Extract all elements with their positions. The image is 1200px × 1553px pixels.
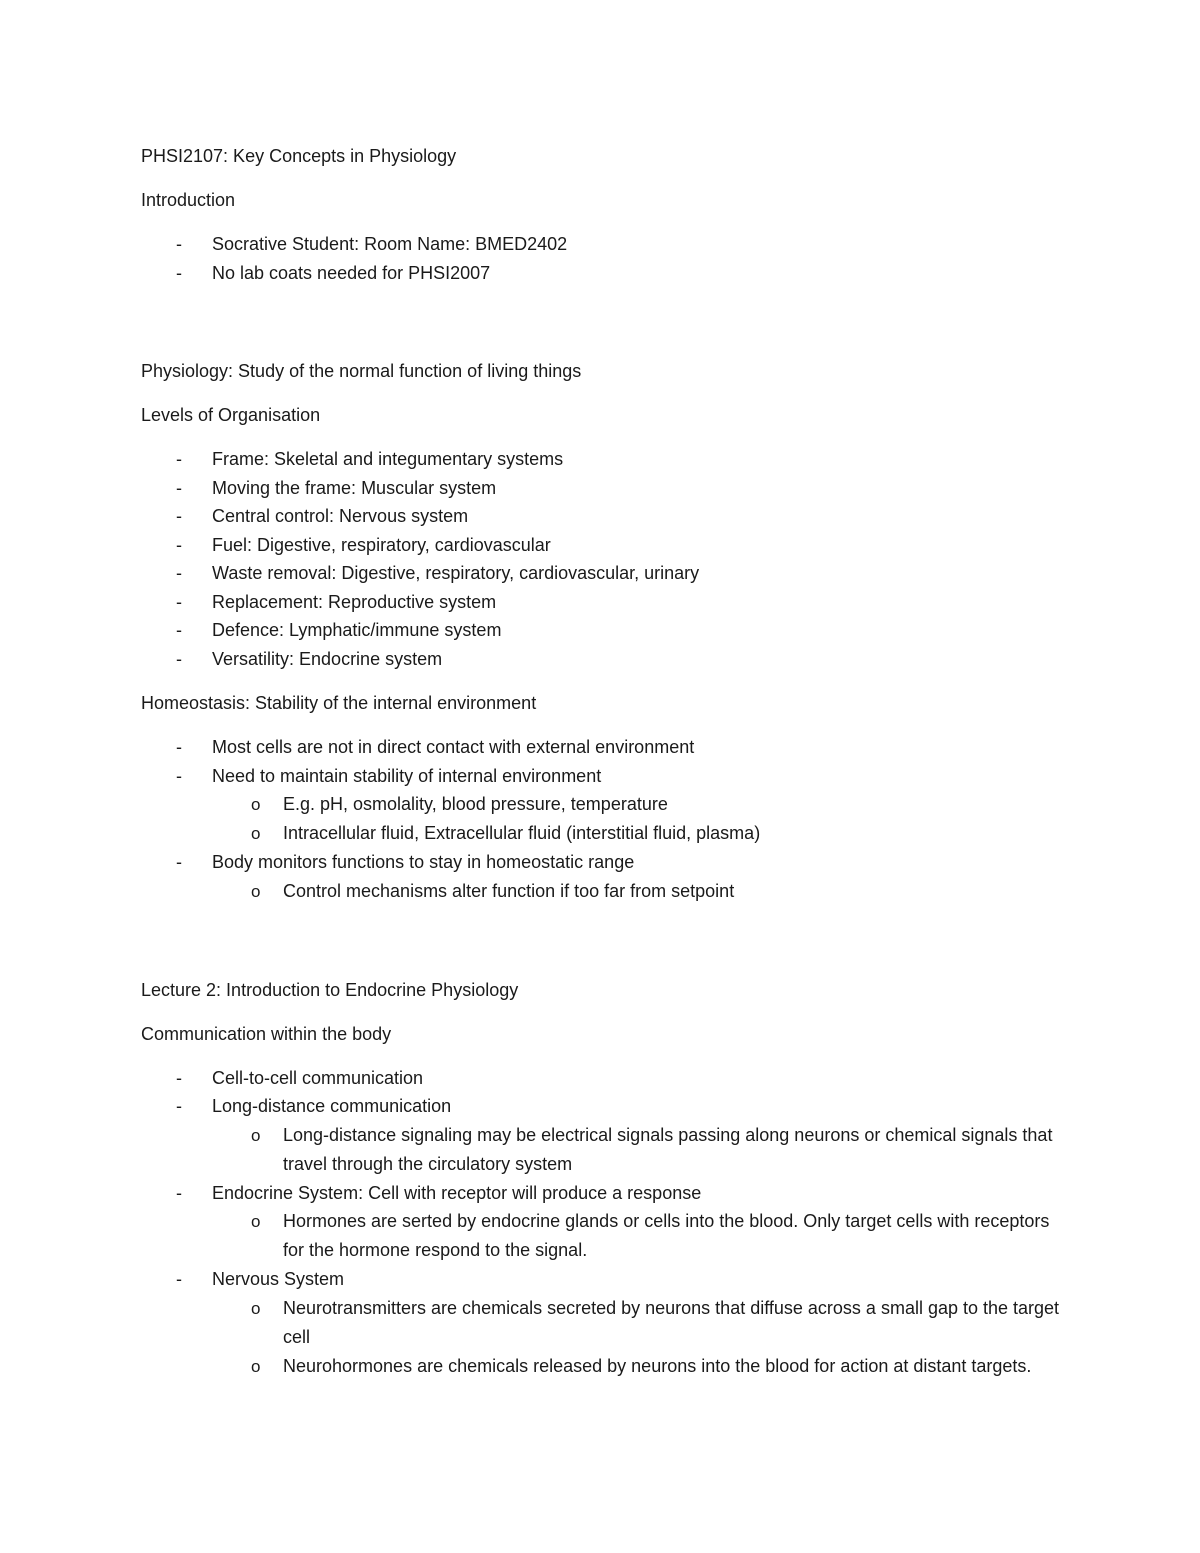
list-item (141, 445, 1061, 474)
list-item-text: Socrative Student: Room Name: BMED2402 (212, 234, 568, 254)
physiology-definition: Physiology: Study of the normal function of living things (141, 361, 582, 381)
sub-list-item-text: Intracellular fluid, Extracellular fluid (interstitial fluid, plasma) (283, 823, 761, 843)
sub-list-item-text: Control mechanisms alter function if too far from setpoint (283, 880, 735, 901)
list-item (141, 616, 1061, 645)
circle-marker: o (251, 1356, 261, 1376)
sub-list-item-text: Neurotransmitters are chemicals secreted by neurons that diffuse across a small gap to the target cell (283, 1297, 1060, 1347)
circle-marker: o (251, 795, 261, 814)
sub-list-item (141, 819, 1061, 848)
circle-marker: o (251, 881, 261, 901)
circle-marker: o (251, 824, 261, 843)
blank-line (141, 922, 1061, 976)
dash-marker: - (176, 234, 182, 254)
sub-list-item (141, 1121, 1061, 1179)
communication-list (141, 1064, 1061, 1381)
dash-marker: - (176, 1269, 182, 1289)
list-item-text: No lab coats needed for PHSI2007 (212, 262, 491, 283)
list-item-text: Fuel: Digestive, respiratory, cardiovascular (212, 534, 551, 555)
circle-marker: o (251, 1125, 261, 1145)
levels-list (141, 445, 1061, 673)
list-item (141, 559, 1061, 588)
dash-marker: - (176, 765, 182, 786)
list-item-text: Moving the frame: Muscular system (212, 477, 497, 498)
document-title: PHSI2107: Key Concepts in Physiology (141, 146, 457, 166)
sub-list-item (141, 1294, 1061, 1352)
list-item (141, 1064, 1061, 1093)
list-item-text: Frame: Skeletal and integumentary systems (212, 449, 564, 469)
list-item (141, 474, 1061, 503)
dash-marker: - (176, 591, 182, 612)
heading-communication: Communication within the body (141, 1023, 392, 1044)
dash-marker: - (176, 506, 182, 526)
dash-marker: - (176, 1096, 182, 1116)
dash-marker: - (176, 449, 182, 469)
dash-marker: - (176, 620, 182, 640)
list-item-text: Cell-to-cell communication (212, 1067, 424, 1088)
list-item-text: Central control: Nervous system (212, 506, 469, 526)
heading-levels-of-organisation: Levels of Organisation (141, 405, 321, 425)
sub-list-item-text: Long-distance signaling may be electrical signals passing along neurons or chemical signals that travel through the circulatory system (283, 1124, 1053, 1174)
list-item-text: Replacement: Reproductive system (212, 591, 497, 612)
dash-marker: - (176, 563, 182, 583)
sub-list-item-text: Neurohormones are chemicals released by neurons into the blood for action at distant targets. (283, 1355, 1032, 1376)
intro-list (141, 230, 1061, 287)
dash-marker: - (176, 1067, 182, 1088)
heading-lecture-2: Lecture 2: Introduction to Endocrine Physiology (141, 979, 519, 1000)
list-item-text: Need to maintain stability of internal environment (212, 765, 602, 786)
list-item (141, 1179, 1061, 1208)
list-item (141, 1265, 1061, 1294)
dash-marker: - (176, 262, 182, 283)
list-item-text: Body monitors functions to stay in homeostatic range (212, 852, 635, 872)
list-item (141, 230, 1061, 259)
list-item-text: Long-distance communication (212, 1096, 452, 1116)
circle-marker: o (251, 1298, 261, 1318)
list-item (141, 259, 1061, 288)
list-item (141, 1092, 1061, 1121)
sub-list-item (141, 1352, 1061, 1381)
dash-marker: - (176, 477, 182, 498)
circle-marker: o (251, 1212, 261, 1231)
dash-marker: - (176, 648, 182, 669)
sub-list-item (141, 1207, 1061, 1265)
document-page (141, 142, 1061, 1397)
list-item (141, 588, 1061, 617)
list-item-text: Most cells are not in direct contact with external environment (212, 737, 695, 757)
sub-list-item-text: E.g. pH, osmolality, blood pressure, temperature (283, 794, 668, 814)
heading-homeostasis: Homeostasis: Stability of the internal environment (141, 693, 537, 713)
dash-marker: - (176, 737, 182, 757)
list-item-text: Nervous System (212, 1269, 345, 1289)
list-item (141, 848, 1061, 877)
list-item-text: Versatility: Endocrine system (212, 648, 443, 669)
dash-marker: - (176, 534, 182, 555)
list-item-text: Defence: Lymphatic/immune system (212, 620, 502, 640)
list-item (141, 733, 1061, 762)
list-item (141, 762, 1061, 791)
dash-marker: - (176, 852, 182, 872)
list-item (141, 645, 1061, 674)
blank-line (141, 303, 1061, 357)
list-item (141, 531, 1061, 560)
list-item-text: Waste removal: Digestive, respiratory, cardiovascular, urinary (212, 563, 700, 583)
sub-list-item-text: Hormones are serted by endocrine glands or cells into the blood. Only target cells with receptors for the hormone respond to the signal. (283, 1211, 1050, 1260)
list-item-text: Endocrine System: Cell with receptor will produce a response (212, 1182, 702, 1203)
dash-marker: - (176, 1182, 182, 1203)
homeostasis-list (141, 733, 1061, 906)
list-item (141, 502, 1061, 531)
sub-list-item (141, 877, 1061, 906)
sub-list-item (141, 790, 1061, 819)
heading-introduction: Introduction (141, 190, 236, 210)
